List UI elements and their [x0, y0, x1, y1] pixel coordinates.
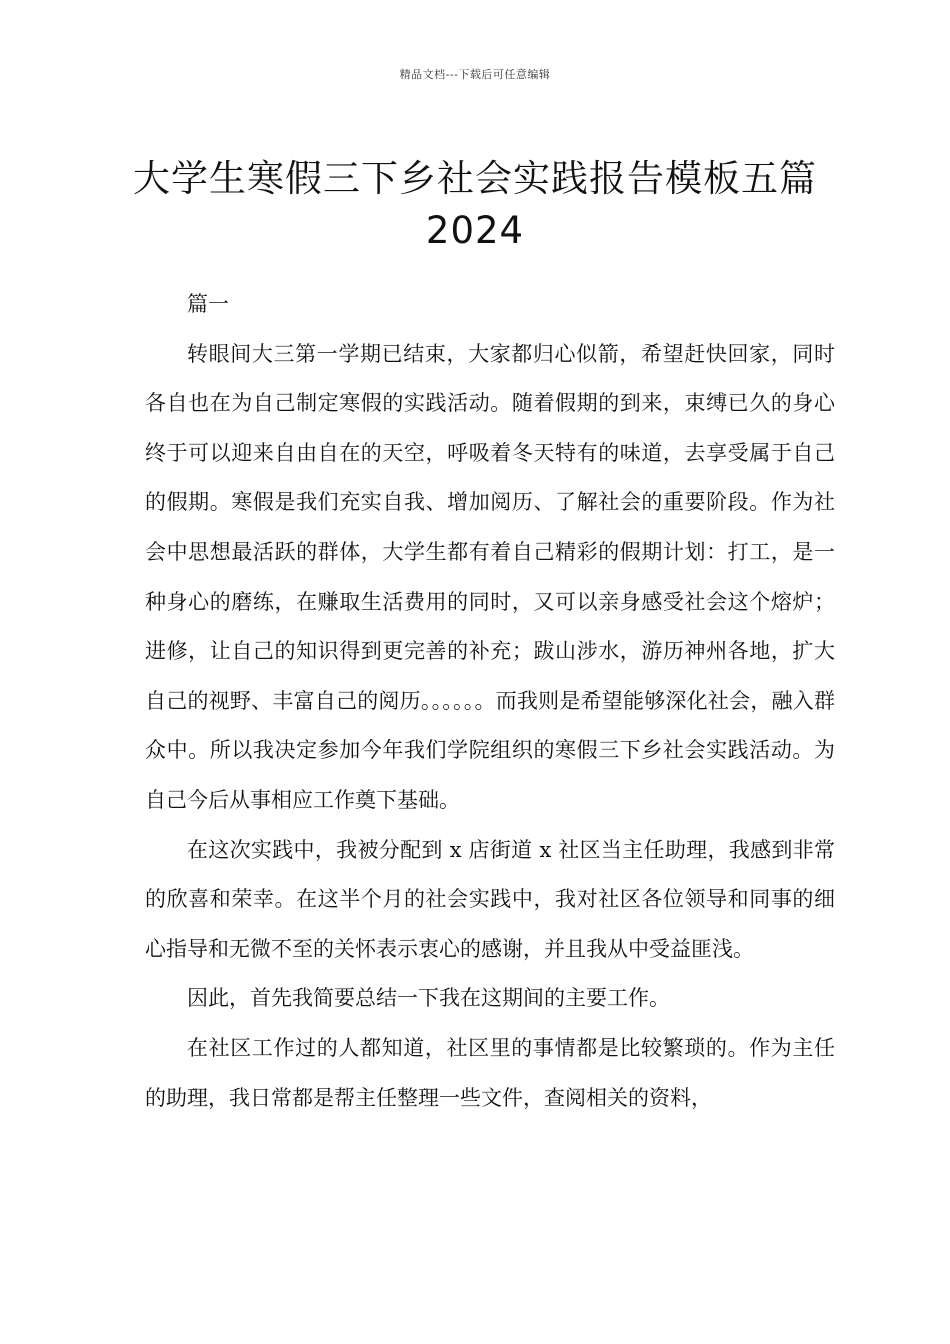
body-paragraph: 在社区工作过的人都知道，社区里的事情都是比较繁琐的。作为主任的助理，我日常都是帮主任整理一些文件，查阅相关的资料，: [145, 1035, 835, 1110]
section-heading: 篇一: [187, 292, 229, 316]
document-body: [145, 280, 835, 1123]
header-note: 精品文档---下载后可任意编辑: [399, 68, 551, 81]
document-title: 大学生寒假三下乡社会实践报告模板五篇2024: [133, 156, 817, 252]
body-paragraph: 因此，首先我简要总结一下我在这期间的主要工作。: [187, 986, 670, 1011]
body-paragraph: 转眼间大三第一学期已结束，大家都归心似箭，希望赶快回家，同时各自也在为自己制定寒假的实践活动。随着假期的到来，束缚已久的身心终于可以迎来自由自在的天空，呼吸着冬天特有的味道，去享受属于自己的假期。寒假是我们充实自我、增加阅历、了解社会的重要阶段。作为社会中思想最活跃的群体，大学生都有着自己精彩的假期计划：打工，是一种身心的磨练，在赚取生活费用的同时，又可以亲身感受社会这个熔炉；进修，让自己的知识得到更完善的补充；跋山涉水，游历神州各地，扩大自己的视野、丰富自己的阅历。。。。。。而我则是希望能够深化社会，融入群众中。所以我决定参加今年我们学院组织的寒假三下乡社会实践活动。为自己今后从事相应工作奠下基础。: [145, 341, 835, 812]
body-paragraph: 在这次实践中，我被分配到 x 店街道 x 社区当主任助理，我感到非常的欣喜和荣幸。在这半个月的社会实践中，我对社区各位领导和同事的细心指导和无微不至的关怀表示衷心的感谢，并且我从中受益匪浅。: [145, 837, 835, 961]
